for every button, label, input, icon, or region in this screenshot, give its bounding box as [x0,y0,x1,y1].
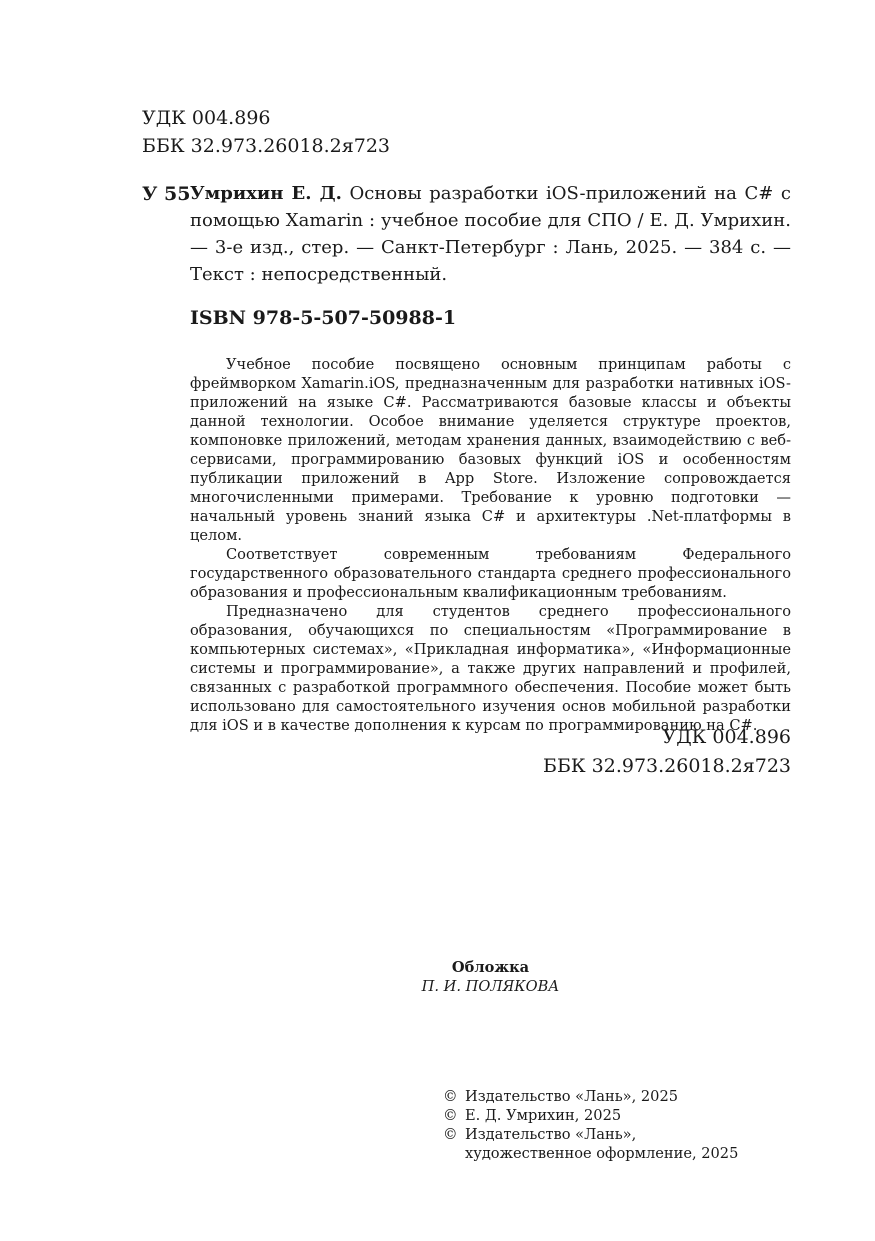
author-name: Умрихин Е. Д. [190,183,342,204]
bbk-code: ББК 32.973.26018.2я723 [142,135,391,157]
udk-code: УДК 004.896 [142,107,271,129]
copyright-line-author [443,1106,738,1125]
annotation [190,355,791,735]
annotation-paragraph-2: Соответствует современным требованиям Федерального государственного образовательного стандарта среднего профессионального образования и профессиональным квалификационным требованиям. [190,546,791,601]
copyright-icon: © [443,1126,458,1143]
copyright-text: Издательство «Лань», [465,1126,637,1143]
copyright-text: Издательство «Лань», 2025 [465,1088,679,1105]
copyright-line-publisher [443,1087,738,1106]
copyright-block [443,1087,738,1163]
cover-credit-label: Обложка [451,959,530,976]
isbn: ISBN 978-5-507-50988-1 [190,307,457,329]
bibliographic-entry [190,180,791,288]
author-mark: У 55 [142,183,191,205]
copyright-text: Е. Д. Умрихин, 2025 [465,1107,622,1124]
copyright-icon: © [443,1107,458,1124]
cover-designer-name: П. И. ПОЛЯКОВА [421,978,560,995]
annotation-paragraph-1: Учебное пособие посвящено основным принципам работы с фреймворком Xamarin.iOS, предназначенным для разработки нативных iOS-приложений на языке C#. Рассматриваются базовые классы и объекты данной технологии. Особое внимание уделяется структуре проектов, компоновке приложений, методам хранения данных, взаимодействию с веб-сервисами, программированию базовых функций iOS и особенностям публикации приложений в App Store. Изложение сопровождается многочисленными примерами. Требование к уровню подготовки — начальный уровень знаний языка C# и архитектуры .Net-платформы в целом. [190,356,791,544]
copyright-icon: © [443,1088,458,1105]
annotation-paragraph-3: Предназначено для студентов среднего профессионального образования, обучающихся по специальностям «Программирование в компьютерных системах», «Прикладная информатика», «Информационные системы и программирование», а также других направлений и профилей, связанных с разработкой программного обеспечения. Пособие может быть использовано для самостоятельного изучения основ мобильной разработки для iOS и в качестве дополнения к курсам по программированию на C#. [190,603,791,734]
copyright-line-design [443,1125,738,1144]
bibliographic-description: Основы разработки iOS-приложений на C# с помощью Xamarin : учебное пособие для СПО / Е. Д. Умрихин. — 3-е изд., стер. — Санкт-Петербург : Лань, 2025. — 384 с. — Текст : непосредственный. [190,183,791,285]
classification-top [142,104,390,160]
cover-credit [190,958,791,996]
copyright-line-design-continued: художественное оформление, 2025 [465,1145,739,1162]
bbk-code-bottom: ББК 32.973.26018.2я723 [542,755,791,777]
classification-bottom [190,723,791,781]
udk-code-bottom: УДК 004.896 [662,726,791,748]
